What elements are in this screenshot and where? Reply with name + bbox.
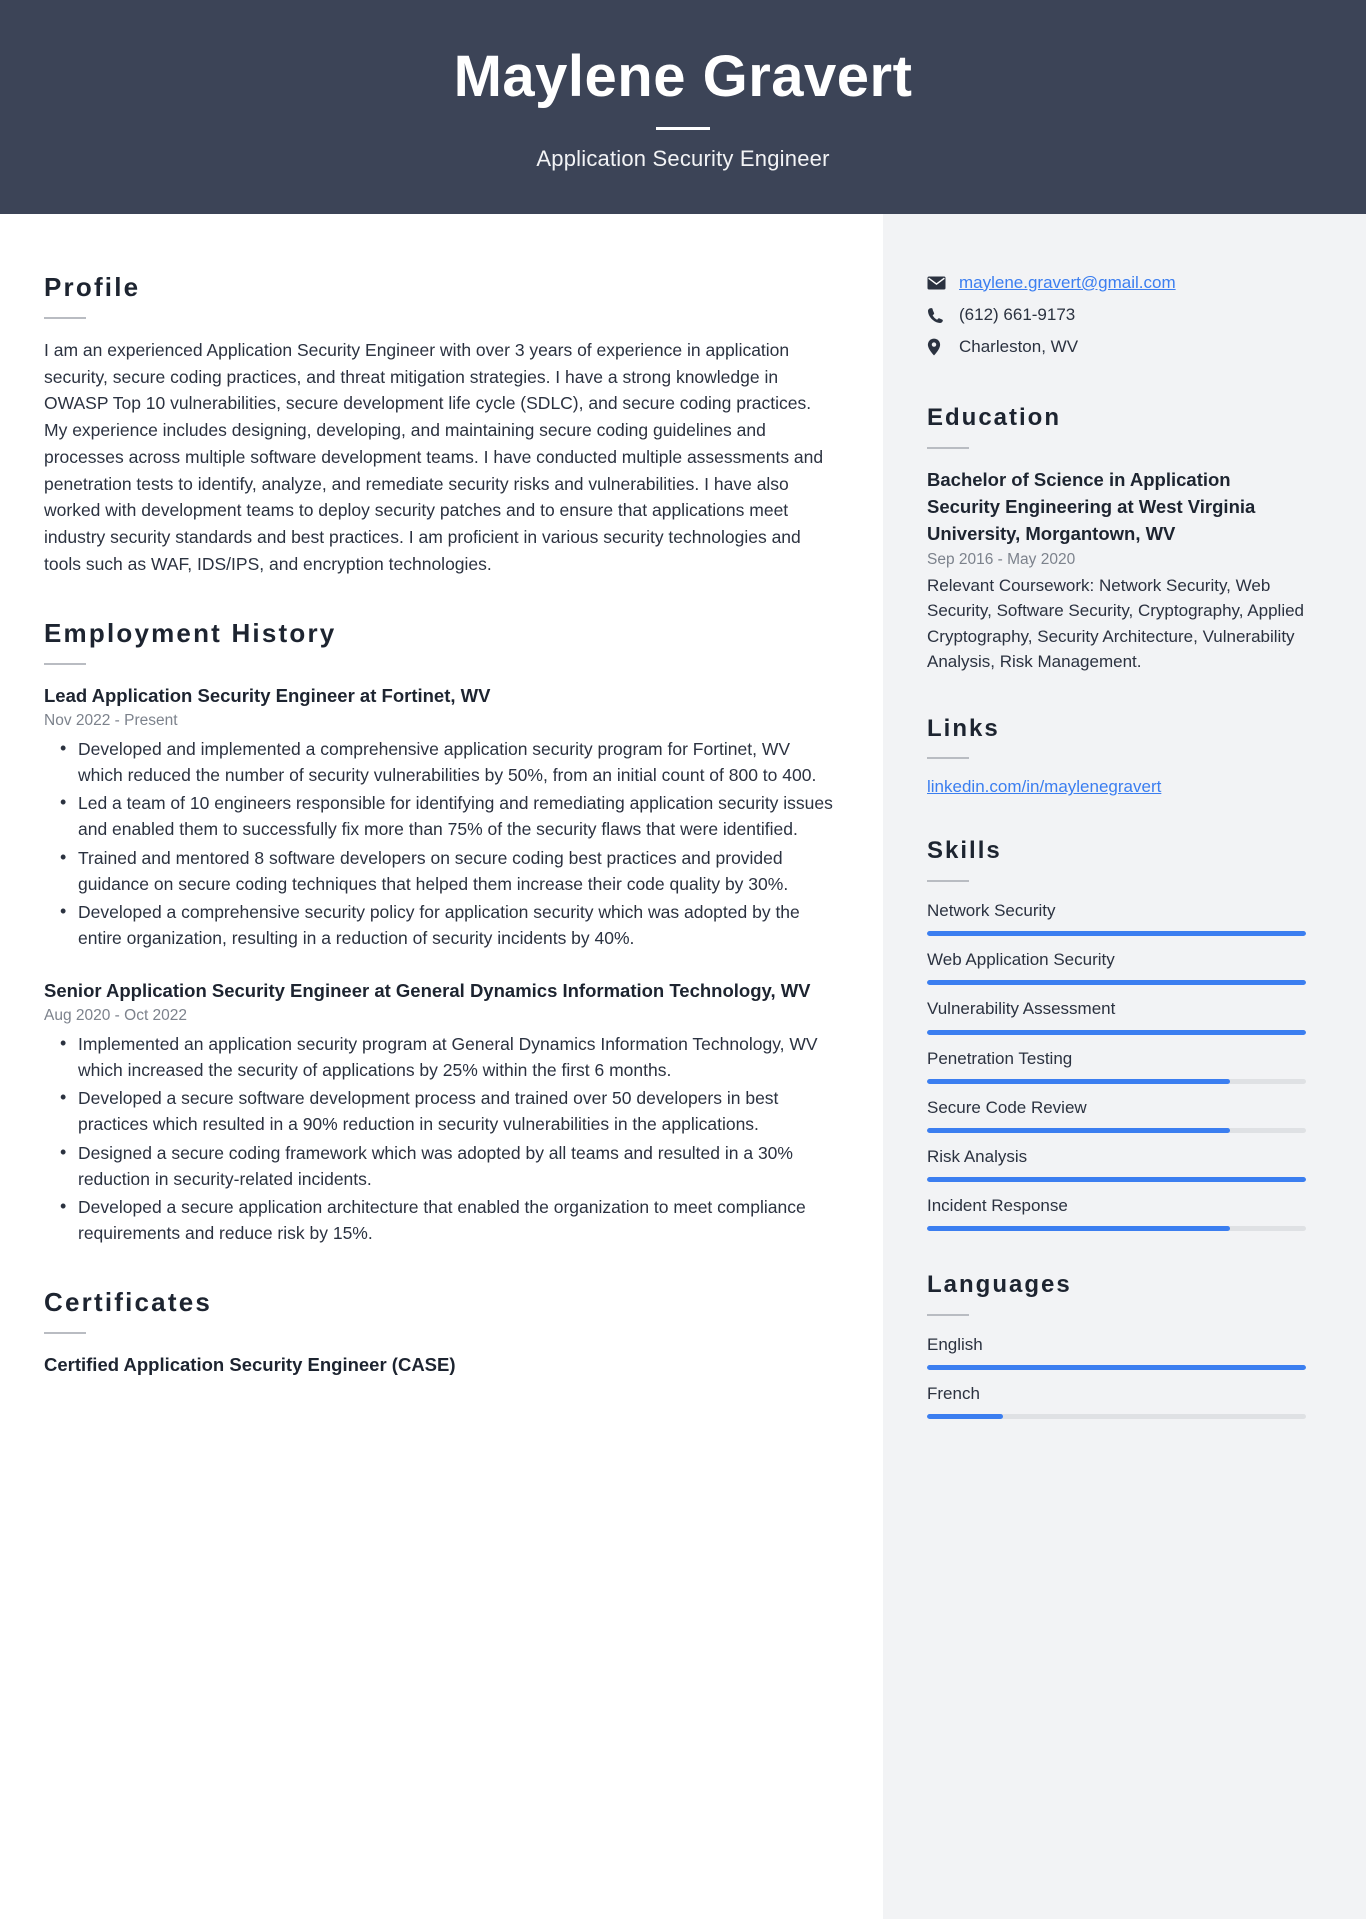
heading-divider: [927, 447, 969, 449]
language-label: French: [927, 1383, 980, 1403]
language-label: English: [927, 1334, 983, 1354]
skill-item: [927, 998, 1306, 1034]
job-entry: [44, 683, 835, 952]
employment-heading: Employment History: [44, 617, 337, 648]
skill-bar-track: [927, 1177, 1306, 1182]
email-link[interactable]: maylene.gravert@gmail.com: [959, 272, 1176, 292]
skill-item: [927, 1195, 1306, 1231]
skill-label: Secure Code Review: [927, 1097, 1087, 1117]
job-bullet-list: [44, 736, 835, 952]
job-entry: [44, 978, 835, 1247]
skill-label: Network Security: [927, 901, 1056, 921]
sidebar-column: [883, 214, 1366, 1919]
skill-item: [927, 949, 1306, 985]
contact-row-email: [927, 272, 1306, 295]
education-heading: Education: [927, 404, 1062, 432]
education-degree: Bachelor of Science in Application Security Engineering at West Virginia University, Morgantown, WV: [927, 469, 1256, 544]
skill-bar-fill: [927, 931, 1306, 936]
heading-divider: [927, 1314, 969, 1316]
skill-bar-track: [927, 931, 1306, 936]
language-bar-fill: [927, 1365, 1306, 1370]
heading-divider: [44, 663, 86, 665]
heading-divider: [44, 1332, 86, 1334]
map-pin-icon: [927, 337, 951, 357]
language-item: [927, 1334, 1306, 1370]
job-bullet: • Developed a secure application architecture that enabled the organization to meet compliance requirements and reduce risk by 15%.: [44, 1194, 835, 1247]
languages-heading: Languages: [927, 1270, 1072, 1298]
skill-bar-track: [927, 980, 1306, 985]
job-bullet-list: [44, 1031, 835, 1247]
language-bar-fill: [927, 1414, 1003, 1419]
main-column: [0, 214, 883, 1919]
profile-text: I am an experienced Application Security Engineer with over 3 years of experience in application security, secure coding practices, and threat mitigation strategies. I have a strong knowledge in OWASP Top 10 vulnerabilities, secure development life cycle (SDLC), and secure coding practices. My experience includes designing, developing, and maintaining secure coding guidelines and processes across multiple software development teams. I have conducted multiple assessments and penetration tests to identify, analyze, and remediate security risks and vulnerabilities. I have also worked with development teams to deploy security patches and to ensure that applications meet industry security standards and best practices. I am proficient in various security technologies and tools such as WAF, IDS/IPS, and encryption technologies.: [44, 339, 824, 574]
skill-label: Risk Analysis: [927, 1146, 1028, 1166]
header-divider: [656, 127, 710, 130]
section-skills: [927, 837, 1306, 1230]
language-item: [927, 1383, 1306, 1419]
candidate-job-title: Application Security Engineer: [536, 145, 830, 171]
job-bullet: • Developed and implemented a comprehensive application security program for Fortinet, WV which reduced the number of security vulnerabilities by 50%, from an initial count of 800 to 400.: [44, 736, 835, 789]
skill-bar-track: [927, 1128, 1306, 1133]
job-bullet: • Trained and mentored 8 software developers on secure coding best practices and provided guidance on secure coding techniques that helped them increase their code quality by 30%.: [44, 845, 835, 898]
heading-divider: [44, 317, 86, 319]
contact-list: [927, 272, 1306, 359]
skill-bar-fill: [927, 1177, 1306, 1182]
skill-label: Penetration Testing: [927, 1048, 1073, 1068]
job-bullet: • Designed a secure coding framework which was adopted by all teams and resulted in a 30% reduction in security-related incidents.: [44, 1140, 835, 1193]
job-bullet: • Led a team of 10 engineers responsible for identifying and remediating application security issues and enabled them to successfully fix more than 75% of the security flaws that were identified.: [44, 790, 835, 843]
resume-header: [0, 0, 1366, 214]
job-bullet: • Developed a comprehensive security policy for application security which was adopted by the entire organization, resulting in a reduction of security incidents by 40%.: [44, 899, 835, 952]
language-bar-track: [927, 1365, 1306, 1370]
candidate-name: Maylene Gravert: [453, 44, 913, 109]
heading-divider: [927, 757, 969, 759]
certificate-title: Certified Application Security Engineer (CASE): [44, 1353, 456, 1375]
skill-bar-track: [927, 1030, 1306, 1035]
phone-icon: [927, 305, 951, 325]
skill-bar-fill: [927, 1226, 1230, 1231]
language-bar-track: [927, 1414, 1306, 1419]
job-bullet: • Developed a secure software development process and trained over 50 developers in best practices which resulted in a 90% reduction in security vulnerabilities in the applications.: [44, 1085, 835, 1138]
section-languages: [927, 1271, 1306, 1419]
job-title: Senior Application Security Engineer at General Dynamics Information Technology, WV: [44, 979, 811, 1001]
skill-bar-fill: [927, 1030, 1306, 1035]
section-links: [927, 715, 1306, 798]
envelope-icon: [927, 273, 951, 293]
section-certificates: [44, 1287, 835, 1379]
education-dates: Sep 2016 - May 2020: [927, 550, 1076, 568]
contact-row-phone: [927, 304, 1306, 327]
job-title: Lead Application Security Engineer at Fortinet, WV: [44, 684, 491, 706]
skill-bar-track: [927, 1079, 1306, 1084]
skill-item: [927, 1097, 1306, 1133]
certificates-heading: Certificates: [44, 1286, 213, 1317]
skill-bar-fill: [927, 1128, 1230, 1133]
phone-value: (612) 661-9173: [959, 304, 1076, 324]
job-dates: Nov 2022 - Present: [44, 711, 178, 729]
resume-body: [0, 214, 1366, 1919]
skill-bar-fill: [927, 980, 1306, 985]
linkedin-link[interactable]: linkedin.com/in/maylenegravert: [927, 777, 1162, 797]
links-heading: Links: [927, 714, 1000, 742]
skill-bar-fill: [927, 1079, 1230, 1084]
section-employment-history: [44, 618, 835, 1247]
skill-bar-track: [927, 1226, 1306, 1231]
contact-row-location: [927, 336, 1306, 359]
skill-label: Web Application Security: [927, 950, 1115, 970]
skill-label: Incident Response: [927, 1195, 1068, 1215]
skill-item: [927, 1146, 1306, 1182]
skill-label: Vulnerability Assessment: [927, 999, 1116, 1019]
skills-heading: Skills: [927, 837, 1002, 865]
section-education: [927, 404, 1306, 674]
section-profile: [44, 272, 835, 578]
skill-item: [927, 900, 1306, 936]
job-dates: Aug 2020 - Oct 2022: [44, 1006, 188, 1024]
link-item: [927, 777, 1306, 797]
location-value: Charleston, WV: [959, 336, 1079, 356]
job-bullet: • Implemented an application security program at General Dynamics Information Technology, WV which increased the security of applications by 25% within the first 6 months.: [44, 1031, 835, 1084]
profile-heading: Profile: [44, 271, 141, 302]
education-description: Relevant Coursework: Network Security, Web Security, Software Security, Cryptography, Applied Cryptography, Security Architecture, Vulnerability Analysis, Risk Management.: [927, 575, 1305, 672]
skill-item: [927, 1048, 1306, 1084]
heading-divider: [927, 880, 969, 882]
